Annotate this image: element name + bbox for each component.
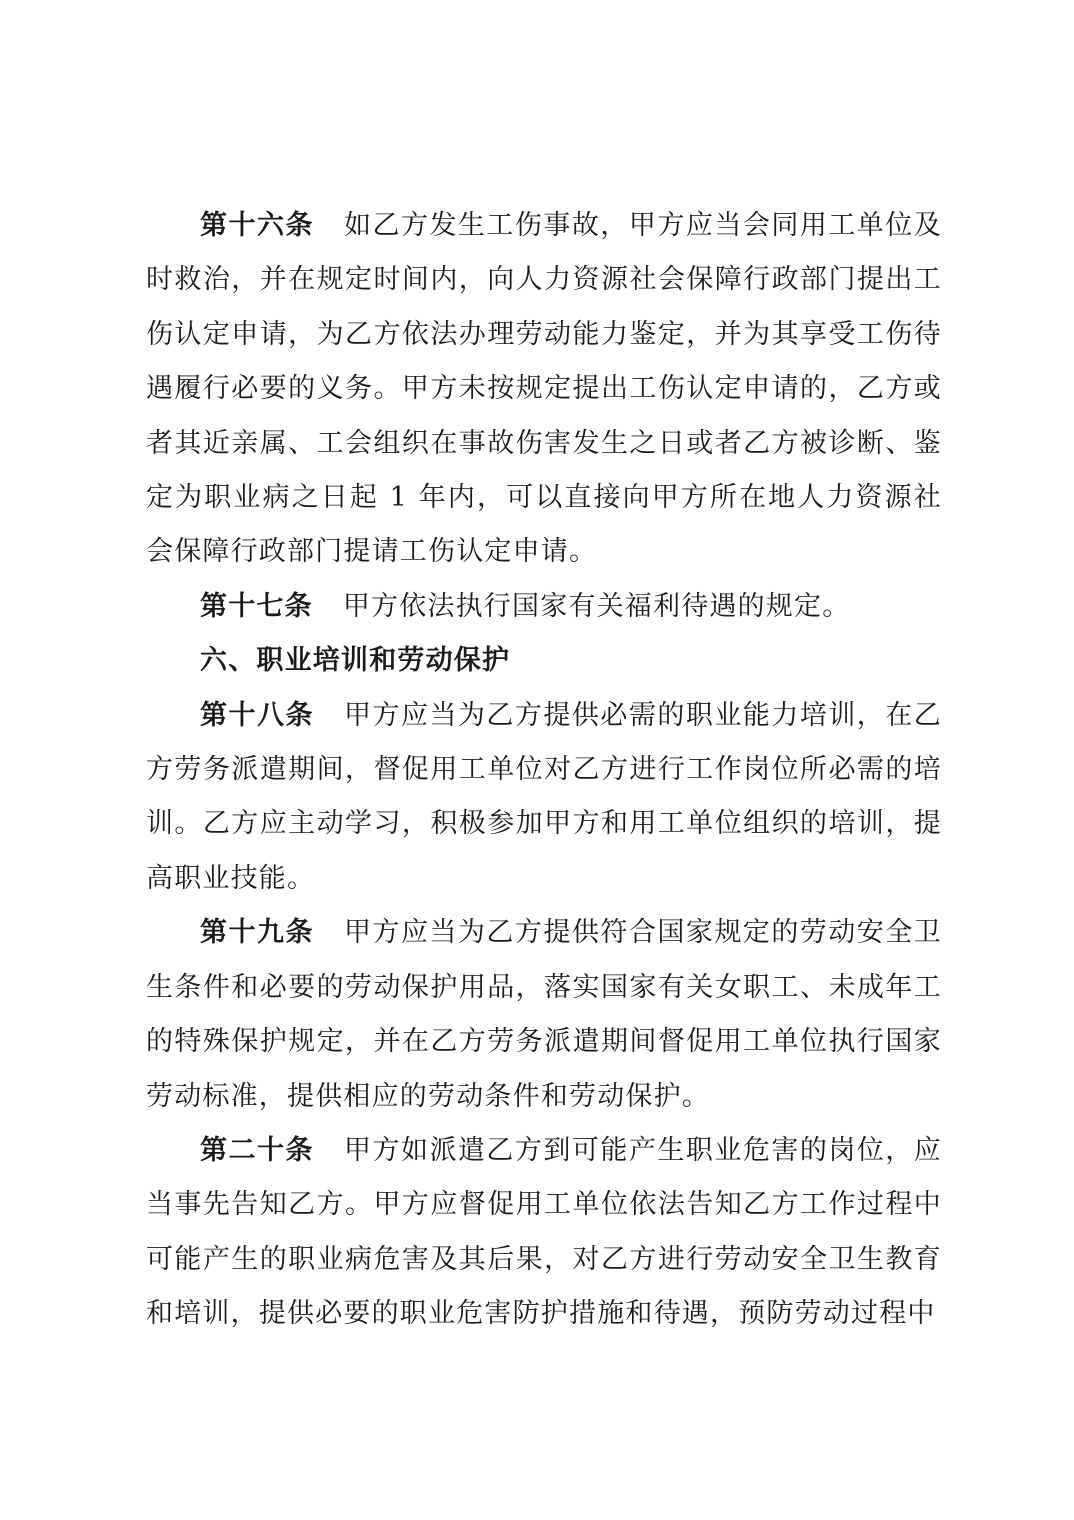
article-text: 甲方如派遣乙方到可能产生职业危害的岗位，应当事先告知乙方。甲方应督促用工单位依法告知乙方工作过程中可能产生的职业病危害及其后果，对乙方进行劳动安全卫生教育和培训，提供必要的职业危害防护措施和待遇，预防劳动过程中	[146, 1134, 942, 1330]
article-19-paragraph	[146, 906, 942, 1124]
article-number: 第十七条	[200, 590, 313, 622]
article-text: 甲方依法执行国家有关福利待遇的规定。	[342, 590, 851, 622]
article-text: 甲方应当为乙方提供必需的职业能力培训，在乙方劳务派遣期间，督促用工单位对乙方进行工作岗位所必需的培训。乙方应主动学习，积极参加甲方和用工单位组织的培训，提高职业技能。	[146, 699, 942, 894]
article-text: 甲方应当为乙方提供符合国家规定的劳动安全卫生条件和必要的劳动保护用品，落实国家有关女职工、未成年工的特殊保护规定，并在乙方劳务派遣期间督促用工单位执行国家劳动标准，提供相应的劳动条件和劳动保护。	[146, 917, 942, 1112]
article-number: 第十八条	[200, 699, 314, 731]
article-18-paragraph	[146, 689, 942, 907]
article-number: 第十九条	[200, 917, 314, 949]
article-20-paragraph	[146, 1124, 942, 1342]
article-number: 第十六条	[200, 210, 314, 241]
article-number: 第二十条	[200, 1134, 314, 1166]
document-body	[146, 199, 942, 1342]
article-text: 如乙方发生工伤事故，甲方应当会同用工单位及时救治，并在规定时间内，向人力资源社会保障行政部门提出工伤认定申请，为乙方依法办理劳动能力鉴定，并为其享受工伤待遇履行必要的义务。甲方未按规定提出工伤认定申请的，乙方或者其近亲属、工会组织在事故伤害发生之日或者乙方被诊断、鉴定为职业病之日起 1 年内，可以直接向甲方所在地人力资源社会保障行政部门提请工伤认定申请。	[146, 210, 942, 568]
section-heading: 六、职业培训和劳动保护	[200, 645, 511, 677]
article-16-paragraph	[146, 199, 942, 580]
article-17-paragraph	[146, 580, 942, 634]
